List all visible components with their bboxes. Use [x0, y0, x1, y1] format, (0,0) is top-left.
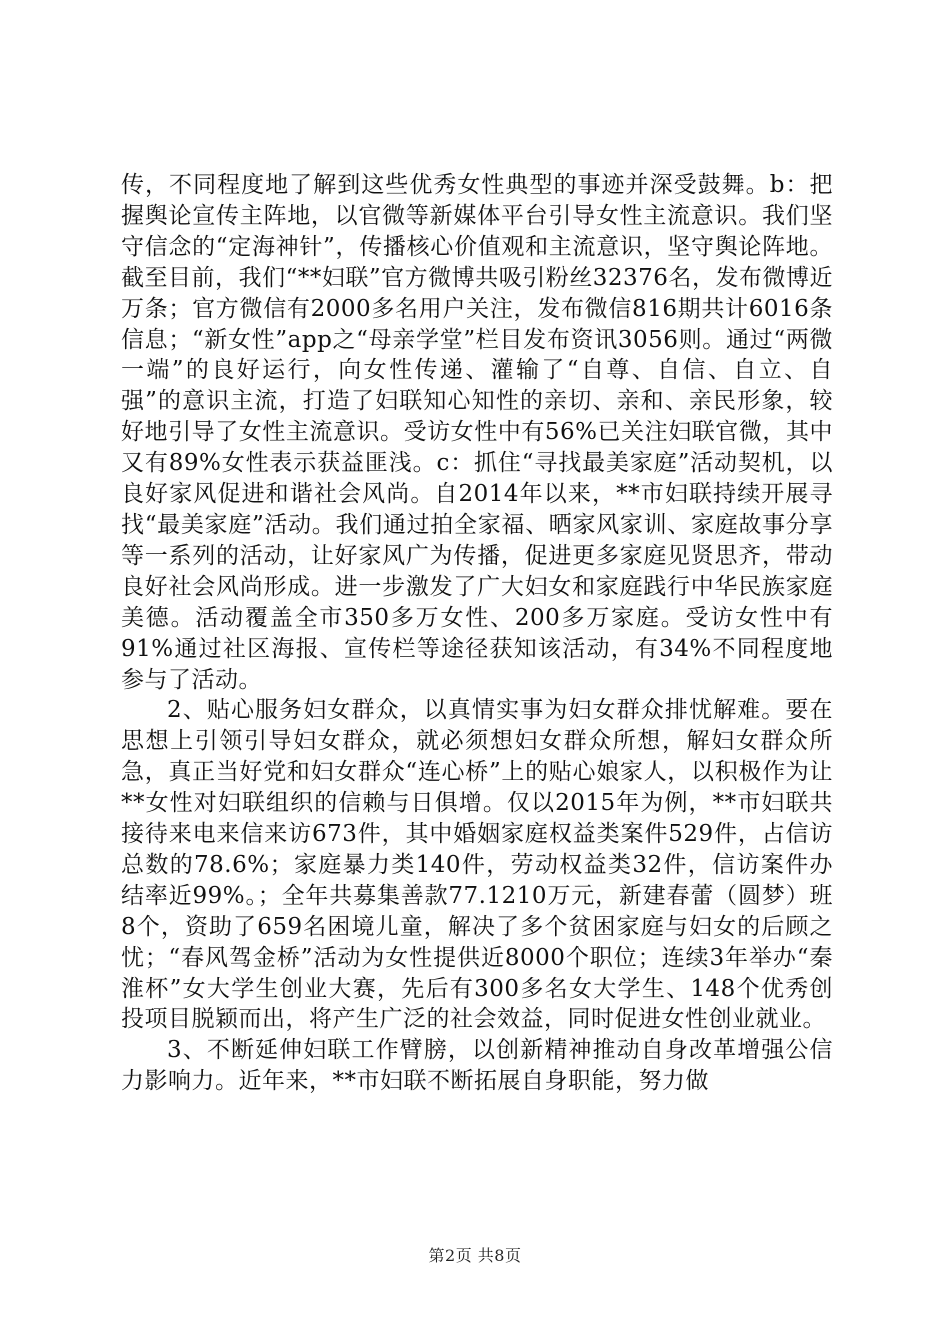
document-body [121, 170, 833, 1097]
paragraph-section-2: 2、贴心服务妇女群众，以真情实事为妇女群众排忧解难。要在思想上引领引导妇女群众，就必须想妇女群众所想，解妇女群众所急，真正当好党和妇女群众“连心桥”上的贴心娘家人，以积极作为让**女性对妇联组织的信赖与日俱增。仅以2015年为例，**市妇联共接待来电来信来访673件，其中婚姻家庭权益类案件529件，占信访总数的78.6%；家庭暴力类140件，劳动权益类32件，信访案件办结率近99%。；全年共募集善款77.1210万元，新建春蕾（圆梦）班8个，资助了659名困境儿童，解决了多个贫困家庭与妇女的后顾之忧；“春风驾金桥”活动为女性提供近8000个职位；连续3年举办“秦淮杯”女大学生创业大赛，先后有300多名女大学生、148个优秀创投项目脱颖而出，将产生广泛的社会效益，同时促进女性创业就业。 [121, 697, 833, 1033]
paragraph-continued: 传，不同程度地了解到这些优秀女性典型的事迹并深受鼓舞。b：把握舆论宣传主阵地，以官微等新媒体平台引导女性主流意识。我们坚守信念的“定海神针”，传播核心价值观和主流意识，坚守舆论阵地。截至目前，我们“**妇联”官方微博共吸引粉丝32376名，发布微博近万条；官方微信有2000多名用户关注，发布微信816期共计6016条信息；“新女性”app之“母亲学堂”栏目发布资讯3056则。通过“两微一端”的良好运行，向女性传递、灌输了“自尊、自信、自立、自强”的意识主流，打造了妇联知心知性的亲切、亲和、亲民形象，较好地引导了女性主流意识。受访女性中有56%已关注妇联官微，其中又有89%女性表示获益匪浅。c：抓住“寻找最美家庭”活动契机，以良好家风促进和谐社会风尚。自2014年以来，**市妇联持续开展寻找“最美家庭”活动。我们通过拍全家福、晒家风家训、家庭故事分享等一系列的活动，让好家风广为传播，促进更多家庭见贤思齐，带动良好社会风尚形成。进一步激发了广大妇女和家庭践行中华民族家庭美德。活动覆盖全市350多万女性、200多万家庭。受访女性中有91%通过社区海报、宣传栏等途径获知该活动，有34%不同程度地参与了活动。 [121, 172, 833, 693]
page-number-footer: 第2页 共8页 [428, 1246, 522, 1265]
paragraph-section-3: 3、不断延伸妇联工作臂膀，以创新精神推动自身改革增强公信力影响力。近年来，**市妇联不断拓展自身职能，努力做 [121, 1037, 833, 1095]
